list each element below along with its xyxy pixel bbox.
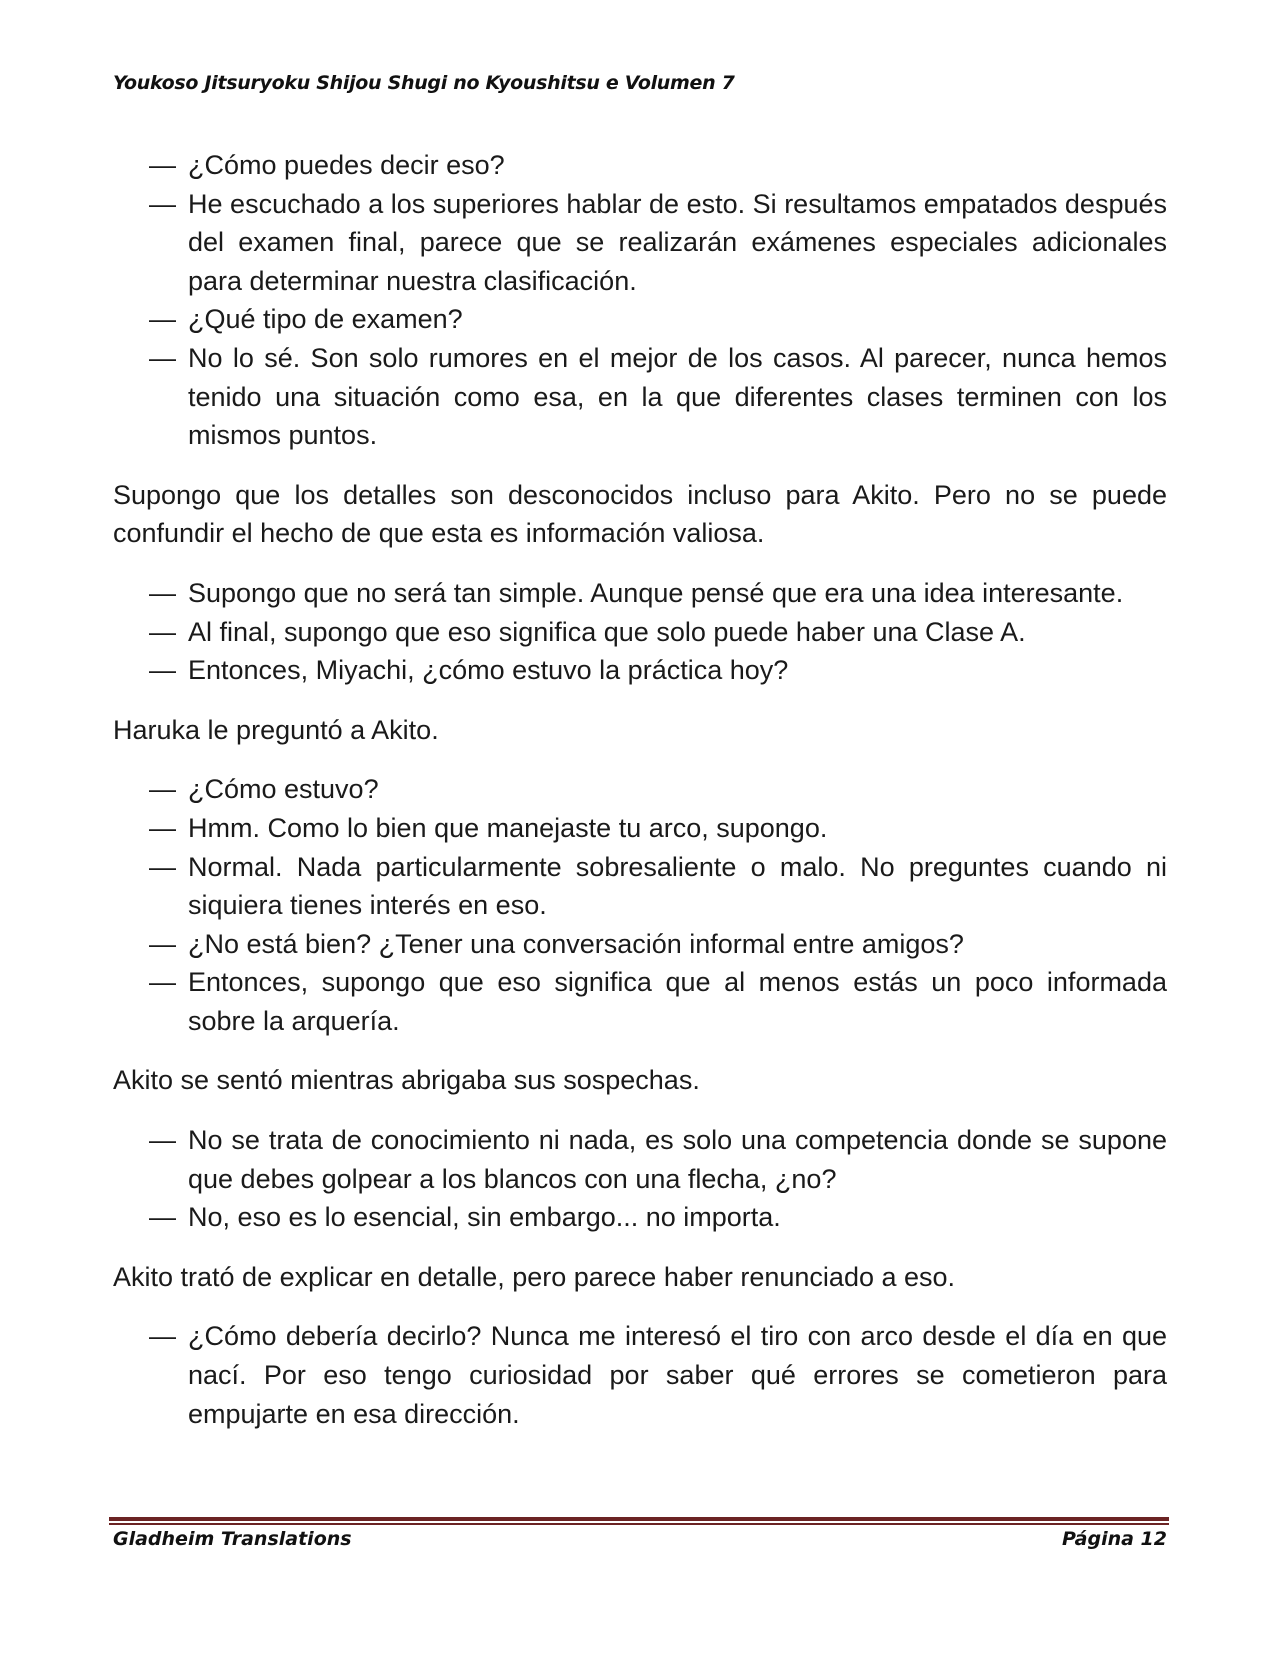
footer-divider <box>109 1517 1169 1521</box>
dialogue-line <box>113 300 1167 339</box>
dialogue-dash: — <box>149 304 176 335</box>
dialogue-line <box>113 925 1167 964</box>
dialogue-text: ¿Cómo debería decirlo? Nunca me interesó el tiro con arco desde el día en que nací. Por eso tengo curiosidad por saber qué errores se cometieron para empujarte en esa dirección. <box>188 1321 1167 1429</box>
dialogue-text: He escuchado a los superiores hablar de esto. Si resultamos empatados después del examen final, parece que se realizarán exámenes especiales adicionales para determinar nuestra clasificación. <box>188 188 1167 296</box>
dialogue-text: Hmm. Como lo bien que manejaste tu arco, supongo. <box>188 812 828 843</box>
dialogue-line <box>113 339 1167 455</box>
narration-paragraph: Supongo que los detalles son desconocidos incluso para Akito. Pero no se puede confundir el hecho de que esta es información valiosa. <box>113 479 1167 549</box>
dialogue-text: ¿No está bien? ¿Tener una conversación informal entre amigos? <box>188 928 964 959</box>
dialogue-dash: — <box>149 1125 176 1156</box>
dialogue-text: Al final, supongo que eso significa que solo puede haber una Clase A. <box>188 616 1026 647</box>
dialogue-line <box>113 770 1167 809</box>
dialogue-line <box>113 185 1167 301</box>
dialogue-line <box>113 1317 1167 1433</box>
dialogue-dash: — <box>149 188 176 219</box>
dialogue-line <box>113 963 1167 1040</box>
dialogue-line <box>113 613 1167 652</box>
dialogue-dash: — <box>149 967 176 998</box>
dialogue-text: ¿Qué tipo de examen? <box>188 304 463 335</box>
footer-page-number: Página 12 <box>1061 1528 1167 1550</box>
dialogue-text: No, eso es lo esencial, sin embargo... no importa. <box>188 1202 781 1233</box>
dialogue-dash: — <box>149 577 176 608</box>
dialogue-text: Normal. Nada particularmente sobresaliente o malo. No preguntes cuando ni siquiera tienes interés en eso. <box>188 851 1167 921</box>
dialogue-dash: — <box>149 1321 176 1352</box>
page-body <box>113 146 1167 1433</box>
narration-paragraph: Akito trató de explicar en detalle, pero parece haber renunciado a eso. <box>113 1261 956 1292</box>
dialogue-dash: — <box>149 655 176 686</box>
footer-divider-thin <box>109 1523 1169 1525</box>
footer-translator: Gladheim Translations <box>113 1528 352 1550</box>
dialogue-line <box>113 1198 1167 1237</box>
dialogue-line <box>113 146 1167 185</box>
narration-paragraph: Akito se sentó mientras abrigaba sus sospechas. <box>113 1065 700 1096</box>
dialogue-line <box>113 848 1167 925</box>
dialogue-line <box>113 809 1167 848</box>
dialogue-dash: — <box>149 774 176 805</box>
dialogue-text: Supongo que no será tan simple. Aunque pensé que era una idea interesante. <box>188 577 1124 608</box>
dialogue-dash: — <box>149 616 176 647</box>
dialogue-text: ¿Cómo puedes decir eso? <box>188 150 505 180</box>
dialogue-line <box>113 651 1167 690</box>
dialogue-dash: — <box>149 1202 176 1233</box>
dialogue-line <box>113 1121 1167 1198</box>
dialogue-dash: — <box>149 812 176 843</box>
narration-paragraph: Haruka le preguntó a Akito. <box>113 714 439 745</box>
dialogue-text: Entonces, Miyachi, ¿cómo estuvo la práctica hoy? <box>188 655 789 686</box>
dialogue-text: No se trata de conocimiento ni nada, es solo una competencia donde se supone que debes golpear a los blancos con una flecha, ¿no? <box>188 1125 1167 1194</box>
dialogue-text: Entonces, supongo que eso significa que al menos estás un poco informada sobre la arquería. <box>188 967 1167 1036</box>
dialogue-text: ¿Cómo estuvo? <box>188 774 379 805</box>
dialogue-text: No lo sé. Son solo rumores en el mejor de los casos. Al parecer, nunca hemos tenido una situación como esa, en la que diferentes clases terminen con los mismos puntos. <box>188 342 1167 451</box>
dialogue-dash: — <box>149 928 176 959</box>
dialogue-line <box>113 574 1167 613</box>
dialogue-dash: — <box>149 342 176 373</box>
page-header-title: Youkoso Jitsuryoku Shijou Shugi no Kyoushitsu e Volumen 7 <box>113 72 735 94</box>
dialogue-dash: — <box>149 150 176 180</box>
dialogue-dash: — <box>149 851 176 882</box>
